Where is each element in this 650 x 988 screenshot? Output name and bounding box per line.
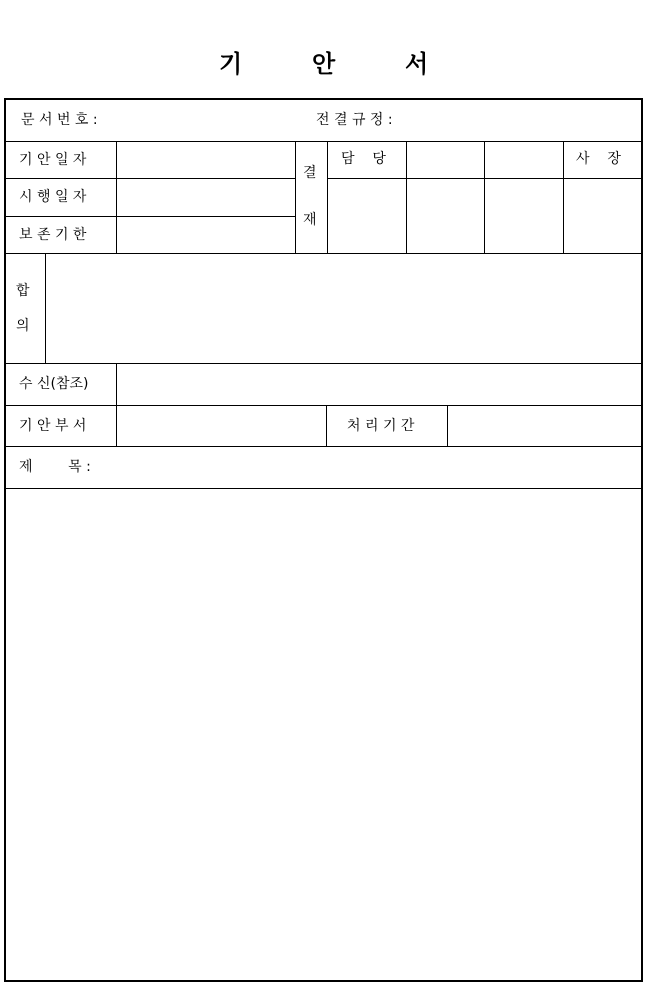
department-label: 기 안 부 서 xyxy=(19,418,87,434)
recipient-field[interactable] xyxy=(117,364,640,405)
title-char-1: 기 xyxy=(219,50,243,78)
title-char-3: 서 xyxy=(405,50,429,78)
delegation-rule-field[interactable] xyxy=(420,102,638,140)
approval-sign-2[interactable] xyxy=(407,179,484,253)
approval-sign-3[interactable] xyxy=(485,179,563,253)
approval-label-top: 결 xyxy=(303,165,317,181)
effective-date-field[interactable] xyxy=(117,179,295,216)
processing-period-label: 처 리 기 간 xyxy=(347,418,415,434)
col-divider xyxy=(326,405,327,446)
row-divider xyxy=(5,141,641,142)
agreement-label-top: 합 xyxy=(16,283,30,299)
retention-period-label: 보 존 기 한 xyxy=(19,227,87,243)
agreement-field[interactable] xyxy=(46,254,640,363)
title-char-2: 안 xyxy=(312,50,336,78)
col-divider xyxy=(295,141,296,253)
approval-col-ceo-title: 사 장 xyxy=(576,151,621,167)
approval-sign-staff[interactable] xyxy=(328,179,406,253)
draft-date-label: 기 안 일 자 xyxy=(19,152,87,168)
subject-label: 제 목 : xyxy=(19,459,91,475)
recipient-label: 수 신(참조) xyxy=(19,376,89,392)
approval-col-staff-title: 담 당 xyxy=(341,151,386,167)
doc-number-field[interactable] xyxy=(120,102,300,140)
doc-number-label: 문 서 번 호 : xyxy=(21,112,98,128)
agreement-label-bottom: 의 xyxy=(16,318,30,334)
draft-date-field[interactable] xyxy=(117,142,295,178)
subject-field[interactable] xyxy=(115,447,640,488)
approval-sign-ceo[interactable] xyxy=(564,179,640,253)
processing-period-field[interactable] xyxy=(448,406,640,446)
effective-date-label: 시 행 일 자 xyxy=(19,189,87,205)
document-title xyxy=(0,46,650,82)
department-field[interactable] xyxy=(117,406,326,446)
approval-label-bottom: 재 xyxy=(303,212,317,228)
body-content-area[interactable] xyxy=(6,489,640,978)
delegation-rule-label: 전 결 규 정 : xyxy=(316,112,393,128)
retention-period-field[interactable] xyxy=(117,217,295,253)
